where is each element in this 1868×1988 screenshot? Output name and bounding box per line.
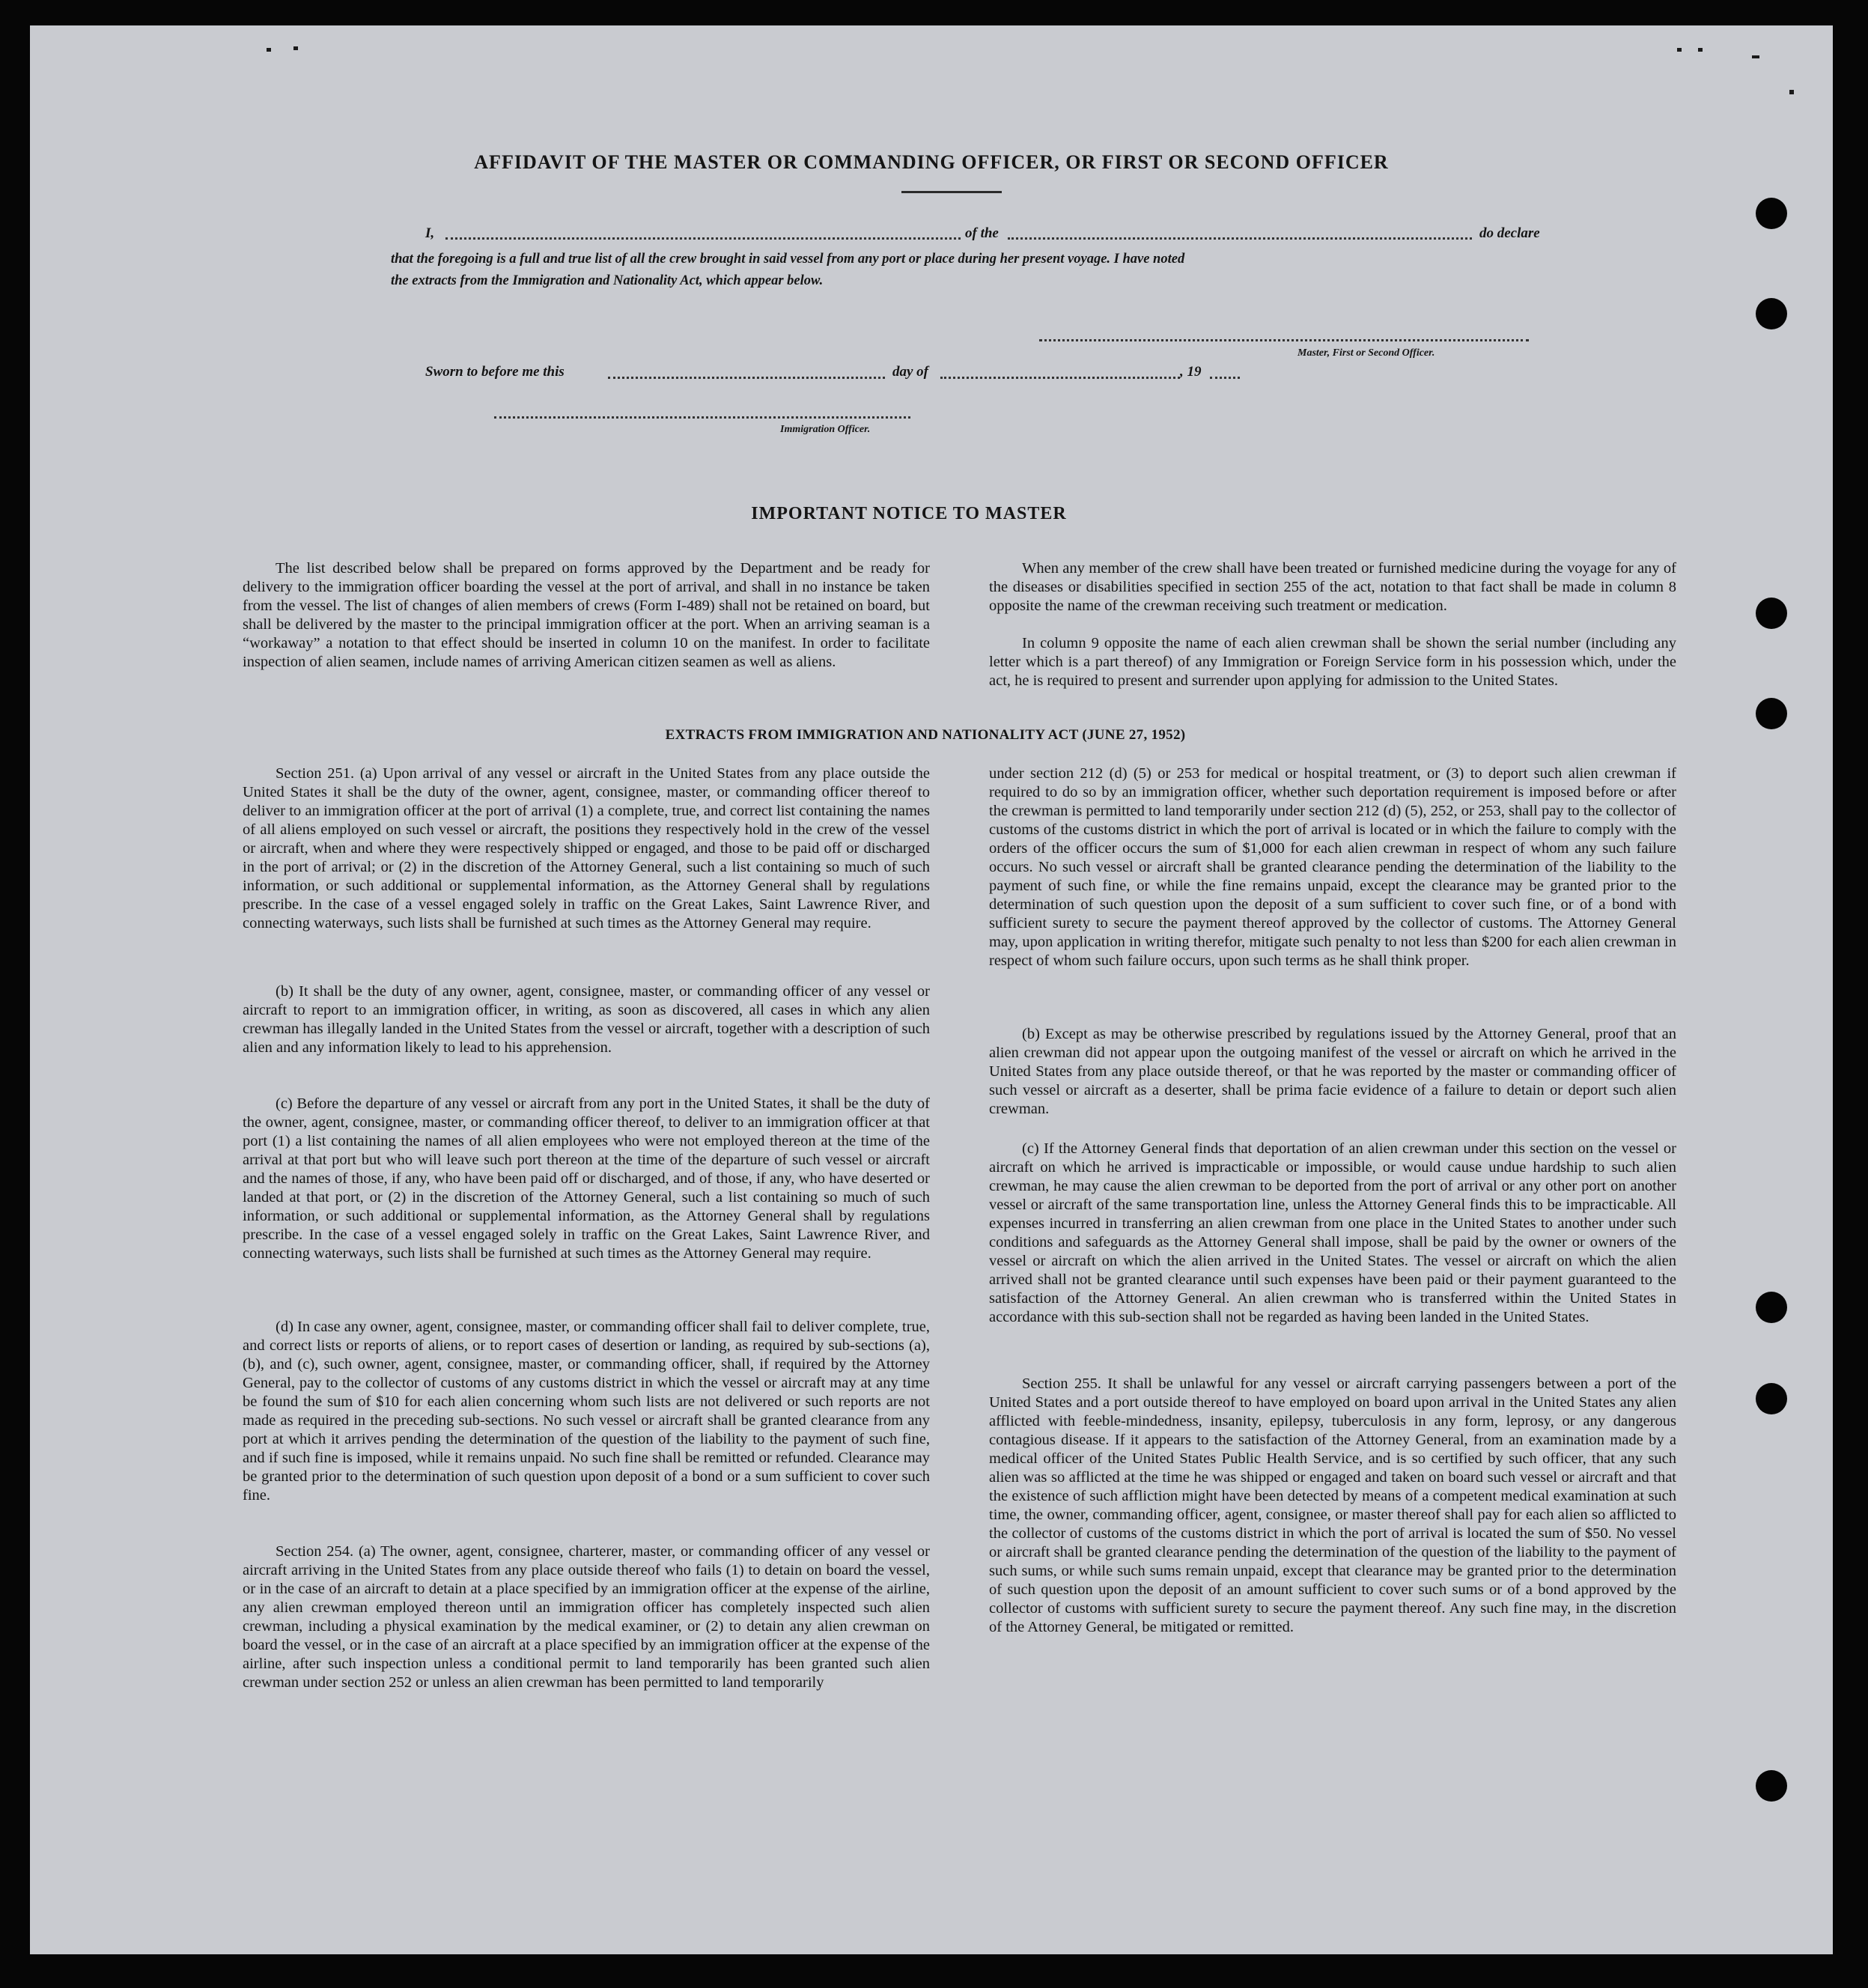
do-declare-label: do declare [1479, 225, 1540, 241]
declaration-line-1: that the foregoing is a full and true list of all the crew brought in said vessel from any port or place during her present voyage. I have noted [391, 252, 1185, 267]
notice-right-paragraph-1: When any member of the crew shall have been treated or furnished medicine during the voyage for any of the diseases or disabilities specified in section 255 of the act, notation to that fact shall be made in column 8 opposite the name of the crewman receiving such treatment or medication. [989, 560, 1676, 614]
extract-section-254c: (c) If the Attorney General finds that deportation of an alien crewman under this section on the vessel or aircraft on which he arrived is impracticable or impossible, or would cause undue hardship to such alien crewman, he may cause the alien crewman to be deported from the port of arrival or any other port on another vessel or aircraft of the same transportation line, unless the Attorney General finds this to be impracticable. All expenses incurred in transferring an alien crewman from one place in the United States to another under such conditions and safeguards as the Attorney General shall impose, shall be paid by the owner or owners of the vessel or aircraft on which the alien arrived in the United States. The vessel or aircraft on which the alien arrived shall not be granted clearance until such expenses have been paid or their payment guaranteed to the satisfaction of the Attorney General. An alien crewman who is transferred within the United States in accordance with this sub-section shall not be regarded as having been landed in the United States. [989, 1140, 1676, 1325]
punch-hole [1756, 698, 1787, 729]
notice-left-paragraph: The list described below shall be prepared on forms approved by the Department and be ready for delivery to the immigration officer boarding the vessel at the port of arrival, and shall in no instance be taken from the vessel. The list of changes of alien members of crews (Form I-489) shall not be retained on board, but shall be delivered by the master to the principal immigration officer at the port. When an arriving seaman is a “workaway” a notation to that effect should be inserted in column 10 on the manifest. In order to facilitate inspection of alien seamen, include names of arriving American citizen seamen as well as aliens. [243, 560, 930, 670]
punch-hole [1756, 198, 1787, 229]
document-page [30, 25, 1833, 1954]
punch-hole [1756, 1383, 1787, 1414]
declaration-line-2: the extracts from the Immigration and Nationality Act, which appear below. [391, 273, 824, 288]
name-field[interactable] [445, 237, 961, 240]
immigration-officer-caption: Immigration Officer. [780, 424, 871, 435]
punch-hole [1756, 1292, 1787, 1323]
sworn-month-field[interactable] [940, 377, 1180, 379]
title-rule [901, 191, 1002, 193]
scan-speck [1698, 48, 1703, 52]
i-label: I, [425, 225, 435, 241]
punch-hole [1756, 298, 1787, 329]
sworn-label: Sworn to before me this [425, 364, 565, 380]
scan-speck [267, 48, 271, 52]
sworn-year-field[interactable] [1210, 377, 1240, 379]
notice-title: IMPORTANT NOTICE TO MASTER [751, 504, 1067, 523]
scan-speck [1752, 55, 1759, 58]
extract-section-251c: (c) Before the departure of any vessel or aircraft from any port in the United States, it shall be the duty of the owner, agent, consignee, master, or commanding officer thereof, to deliver to an immigration officer at that port (1) a list containing the names of all alien employees who were not employed thereon at the time of the arrival at that port but who will leave such port thereon at the time of the departure of such vessel or aircraft and the names of those, if any, who have been paid off or discharged, and of those, if any, who have deserted or landed at that port, or (2) in the discretion of the Attorney General, such a list containing so much of such information, or such additional or supplemental information, as the Attorney General shall by regulations prescribe. In the case of a vessel engaged solely in traffic on the Great Lakes, Saint Lawrence River, and connecting waterways, such lists shall be furnished at such times as the Attorney General may require. [243, 1095, 930, 1262]
master-signature-field[interactable] [1039, 339, 1529, 341]
affidavit-title: AFFIDAVIT OF THE MASTER OR COMMANDING OFFICER, OR FIRST OR SECOND OFFICER [474, 151, 1389, 173]
notice-right-paragraph-2: In column 9 opposite the name of each alien crewman shall be shown the serial number (including any letter which is a part thereof) of any Immigration or Foreign Service form in his possession which, under the act, he is required to present and surrender upon applying for admission to the United States. [989, 635, 1676, 689]
extract-section-254a: Section 254. (a) The owner, agent, consignee, charterer, master, or commanding officer of any vessel or aircraft arriving in the United States from any place outside thereof who fails (1) to detain on board the vessel, or in the case of an aircraft to detain at a place specified by an immigration officer at the expense of the airline, any alien crewman employed thereon until an immigration officer has completely inspected such alien crewman, including a physical examination by the medical examiner, or (2) to detain any alien crewman on board the vessel, or in the case of an aircraft at a place specified by an immigration officer at the expense of the airline, after such inspection unless a conditional permit to land temporarily has been granted such alien crewman under section 252 or unless an alien crewman has been permitted to land temporarily [243, 1543, 930, 1691]
sworn-day-field[interactable] [608, 377, 885, 379]
extract-section-251a: Section 251. (a) Upon arrival of any vessel or aircraft in the United States from any place outside the United States it shall be the duty of the owner, agent, consignee, master, or commanding officer thereof to deliver to an immigration officer at the port of arrival (1) a complete, true, and correct list containing the names of all aliens employed on such vessel or aircraft, the positions they respectively hold in the crew of the vessel or aircraft, when and where they were respectively shipped or engaged, and those to be paid off or discharged in the port of arrival; or (2) in the discretion of the Attorney General, such a list containing so much of such information, or such additional or supplemental information, as the Attorney General shall by regulations prescribe. In the case of a vessel engaged solely in traffic on the Great Lakes, Saint Lawrence River, and connecting waterways, such lists shall be furnished at such times as the Attorney General may require. [243, 765, 930, 931]
scan-speck [1677, 48, 1682, 52]
immigration-officer-signature-field[interactable] [494, 416, 910, 419]
extract-section-251b: (b) It shall be the duty of any owner, agent, consignee, master, or commanding officer of any vessel or aircraft to report to an immigration officer, in writing, as soon as discovered, all cases in which any alien crewman has illegally landed in the United States from the vessel or aircraft, together with a description of such alien and any information likely to lead to his apprehension. [243, 983, 930, 1056]
master-caption: Master, First or Second Officer. [1297, 347, 1435, 359]
extract-section-251d: (d) In case any owner, agent, consignee, master, or commanding officer shall fail to deliver complete, true, and correct lists or reports of aliens, or to report cases of desertion or landing, as required by sub-sections (a), (b), and (c), such owner, agent, consignee, master, or commanding officer, shall, if required by the Attorney General, pay to the collector of customs of any customs district in which the vessel or aircraft may at any time be found the sum of $10 for each alien concerning whom such lists are not delivered or such reports are not made as required in the preceding sub-sections. No such vessel or aircraft shall be granted clearance from any port at which it arrives pending the determination of the question of the liability to the payment of such fine, and if such fine is imposed, while it remains unpaid. No such fine shall be remitted or refunded. Clearance may be granted prior to the determination of such question upon deposit of a bond or a sum sufficient to cover such fine. [243, 1319, 930, 1504]
vessel-field[interactable] [1008, 237, 1472, 240]
of-the-label: of the [965, 225, 999, 241]
extract-section-254b: (b) Except as may be otherwise prescribed by regulations issued by the Attorney General, proof that an alien crewman did not appear upon the outgoing manifest of the vessel or aircraft on which he arrived in the United States from any place outside thereof, or that he was reported by the master or commanding officer of such vessel or aircraft as a deserter, shall be prima facie evidence of a failure to detain or deport such alien crewman. [989, 1026, 1676, 1117]
day-of-label: day of [892, 364, 929, 380]
scan-speck [1789, 90, 1794, 94]
extract-section-255: Section 255. It shall be unlawful for any vessel or aircraft carrying passengers between a port of the United States and a port outside thereof to have employed on board upon arrival in the United States any alien afflicted with feeble-mindedness, insanity, epilepsy, tuberculosis in any form, leprosy, or any dangerous contagious disease. If it appears to the satisfaction of the Attorney General, from an examination made by a medical officer of the United States Public Health Service, and is so certified by such officer, that any such alien was so afflicted at the time he was shipped or engaged and taken on board such vessel or aircraft and that the existence of such affliction might have been detected by means of a competent medical examination at such time, the owner, commanding officer, agent, consignee, or master thereof shall pay for each alien so afflicted to the collector of customs of the customs district in which the port of arrival is located the sum of $50. No vessel or aircraft shall be granted clearance pending the determination of the question of the liability to the payment of such sums, or while such sums remain unpaid, except that clearance may be granted prior to the determination of such question upon the deposit of an amount sufficient to cover such sums or of a bond approved by the collector of customs with sufficient surety to secure the payment thereof. Any such fine may, in the discretion of the Attorney General, be mitigated or remitted. [989, 1376, 1676, 1635]
extract-section-254a-continued: under section 212 (d) (5) or 253 for medical or hospital treatment, or (3) to deport such alien crewman if required to do so by an immigration officer, whether such deportation requirement is imposed before or after the crewman is permitted to land temporarily under section 212 (d) (5), 252, or 253, shall pay to the collector of customs of the customs district in which the port of arrival is located or in which the failure to comply with the orders of the officer occurs the sum of $1,000 for each alien crewman in respect of whom any such failure occurs. No such vessel or aircraft shall be granted clearance pending the determination of the liability to the payment of such fine, or while the fine remains unpaid, except the clearance may be granted prior to the determination of such question upon the deposit of a sum sufficient to cover such fine, or of a bond with sufficient surety to secure the payment thereof approved by the collector of customs. The Attorney General may, upon application in writing therefor, mitigate such penalty to not less than $200 for each alien crewman in respect of whom such failure occurs, upon such terms as he shall think proper. [989, 765, 1676, 969]
extracts-title: EXTRACTS FROM IMMIGRATION AND NATIONALITY ACT (JUNE 27, 1952) [665, 727, 1186, 743]
punch-hole [1756, 598, 1787, 629]
year-prefix: , 19 [1180, 364, 1202, 380]
scan-speck [293, 46, 298, 50]
punch-hole [1756, 1770, 1787, 1802]
